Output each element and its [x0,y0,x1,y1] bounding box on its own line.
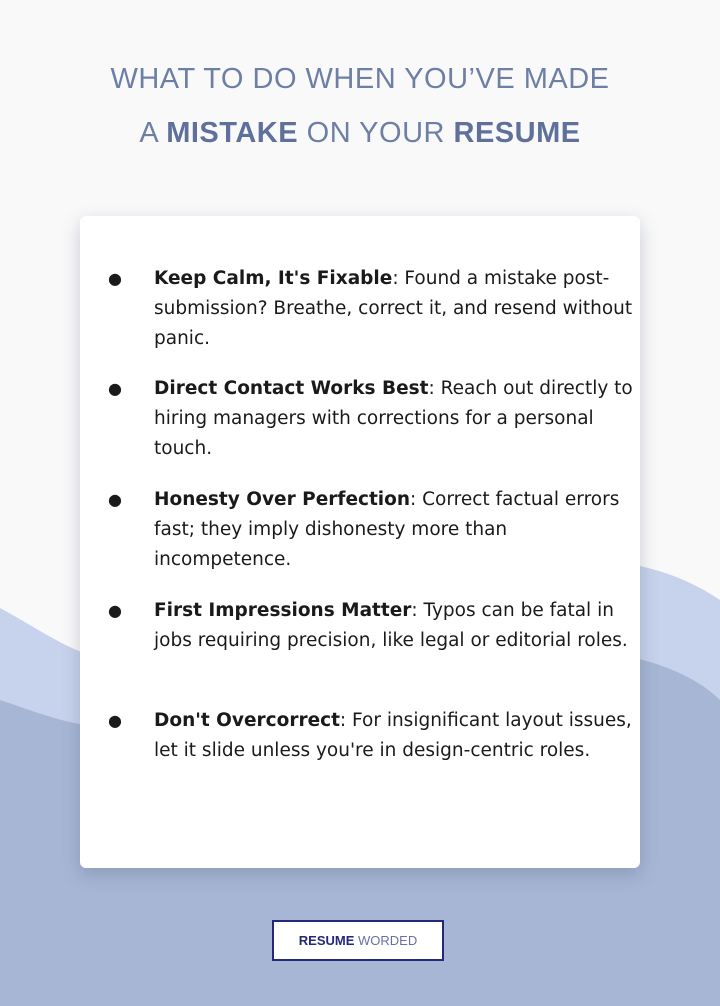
title-line-1: WHAT TO DO WHEN YOU’VE MADE [110,63,610,95]
bullet-icon: ● [108,269,122,288]
item-heading: Keep Calm, It's Fixable [154,268,393,289]
bullet-icon: ● [108,601,122,620]
item-heading: First Impressions Matter [154,600,412,621]
item-text: : Correct factual errors fast; they imply dishonesty more than incompetence. [154,489,620,570]
list-item [108,706,638,766]
list-item [108,485,638,575]
title-text: ON YOUR [298,117,454,149]
item-text: : For insignificant layout issues, let it slide unless you're in design-centric roles. [154,710,632,761]
list-item [108,596,638,656]
list-item [108,264,638,354]
logo-bold-text: RESUME [298,933,355,948]
tips-card [80,216,640,868]
item-text: : Typos can be fatal in jobs requiring precision, like legal or editorial roles. [154,600,628,651]
item-heading: Honesty Over Perfection [154,489,411,510]
title-emphasis-resume: RESUME [453,117,581,149]
bullet-icon: ● [108,711,122,730]
bullet-icon: ● [108,379,122,398]
title-text: A [139,117,167,149]
title-emphasis-mistake: MISTAKE [166,117,299,149]
item-text: : Reach out directly to hiring managers with corrections for a personal touch. [154,378,633,459]
logo-light-text: WORDED [354,933,418,948]
item-heading: Don't Overcorrect [154,710,340,731]
title-line-2 [0,117,720,150]
list-item [108,374,638,464]
resume-worded-logo [272,920,444,961]
item-heading: Direct Contact Works Best [154,378,429,399]
item-text: : Found a mistake post-submission? Breathe, correct it, and resend without panic. [154,268,633,349]
bullet-icon: ● [108,490,122,509]
